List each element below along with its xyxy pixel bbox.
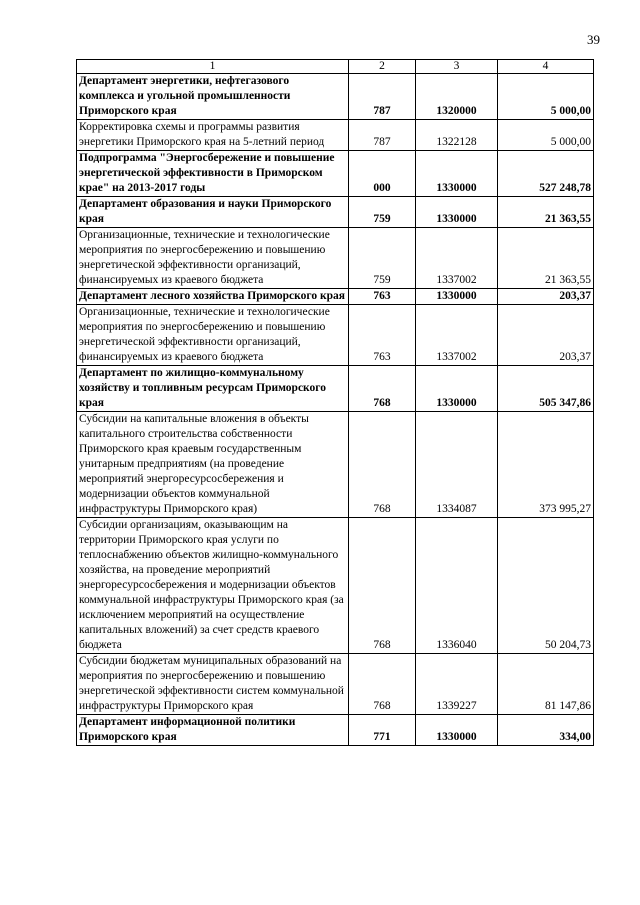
row-target-cell: 1330000	[416, 151, 498, 197]
row-target-cell: 1334087	[416, 412, 498, 518]
row-amount-cell: 21 363,55	[498, 197, 594, 228]
row-name-cell: Департамент энергетики, нефтегазового комплекса и угольной промышленности Приморского края	[77, 74, 349, 120]
header-col-1: 1	[77, 60, 349, 74]
row-code-cell: 787	[349, 120, 416, 151]
header-col-4: 4	[498, 60, 594, 74]
row-amount-cell: 5 000,00	[498, 74, 594, 120]
table-row	[77, 715, 594, 746]
row-target-cell: 1336040	[416, 518, 498, 654]
row-target-cell: 1322128	[416, 120, 498, 151]
table-row	[77, 305, 594, 366]
row-code-cell: 759	[349, 197, 416, 228]
budget-table	[76, 59, 594, 746]
row-code-cell: 768	[349, 366, 416, 412]
row-amount-cell: 21 363,55	[498, 228, 594, 289]
table-row	[77, 197, 594, 228]
row-amount-cell: 203,37	[498, 305, 594, 366]
row-name-cell: Субсидии бюджетам муниципальных образований на мероприятия по энергосбережению и повышению энергетической эффективности систем коммунальной инфраструктуры Приморского края	[77, 654, 349, 715]
row-target-cell: 1330000	[416, 197, 498, 228]
row-amount-cell: 334,00	[498, 715, 594, 746]
row-name-cell: Подпрограмма "Энергосбережение и повышение энергетической эффективности в Приморском крае" на 2013-2017 годы	[77, 151, 349, 197]
table-row	[77, 366, 594, 412]
table-row	[77, 654, 594, 715]
table-row	[77, 518, 594, 654]
row-amount-cell: 527 248,78	[498, 151, 594, 197]
row-target-cell: 1339227	[416, 654, 498, 715]
row-target-cell: 1337002	[416, 228, 498, 289]
row-code-cell: 771	[349, 715, 416, 746]
row-amount-cell: 50 204,73	[498, 518, 594, 654]
header-col-3: 3	[416, 60, 498, 74]
row-name-cell: Департамент лесного хозяйства Приморского края	[77, 289, 349, 305]
row-code-cell: 763	[349, 289, 416, 305]
row-amount-cell: 505 347,86	[498, 366, 594, 412]
row-code-cell: 768	[349, 654, 416, 715]
row-name-cell: Корректировка схемы и программы развития энергетики Приморского края на 5-летний период	[77, 120, 349, 151]
row-code-cell: 000	[349, 151, 416, 197]
row-target-cell: 1337002	[416, 305, 498, 366]
table-row	[77, 289, 594, 305]
row-amount-cell: 81 147,86	[498, 654, 594, 715]
row-code-cell: 768	[349, 518, 416, 654]
page-number: 39	[587, 32, 600, 47]
table-row	[77, 228, 594, 289]
row-target-cell: 1330000	[416, 715, 498, 746]
table-row	[77, 120, 594, 151]
row-name-cell: Департамент образования и науки Приморского края	[77, 197, 349, 228]
row-name-cell: Департамент по жилищно-коммунальному хозяйству и топливным ресурсам Приморского края	[77, 366, 349, 412]
row-name-cell: Субсидии на капитальные вложения в объекты капитального строительства собственности Приморского края краевым государственным унитарным предприятиям (на проведение мероприятий энергоресурсосбережения и модернизации объектов коммунальной инфраструктуры Приморского края)	[77, 412, 349, 518]
row-amount-cell: 5 000,00	[498, 120, 594, 151]
row-target-cell: 1330000	[416, 289, 498, 305]
row-amount-cell: 203,37	[498, 289, 594, 305]
row-target-cell: 1330000	[416, 366, 498, 412]
row-code-cell: 763	[349, 305, 416, 366]
table-row	[77, 74, 594, 120]
row-name-cell: Департамент информационной политики Приморского края	[77, 715, 349, 746]
table-row	[77, 151, 594, 197]
header-col-2: 2	[349, 60, 416, 74]
table-header-row	[77, 60, 594, 74]
row-code-cell: 759	[349, 228, 416, 289]
row-target-cell: 1320000	[416, 74, 498, 120]
row-code-cell: 787	[349, 74, 416, 120]
row-name-cell: Организационные, технические и технологические мероприятия по энергосбережению и повышению энергетической эффективности организаций, финансируемых из краевого бюджета	[77, 305, 349, 366]
row-name-cell: Субсидии организациям, оказывающим на территории Приморского края услуги по теплоснабжению объектов жилищно-коммунального хозяйства, на проведение мероприятий энергоресурсосбережения и модернизации объектов коммунальной инфраструктуры Приморского края (за исключением мероприятий на осуществление капитальных вложений) за счет средств краевого бюджета	[77, 518, 349, 654]
row-name-cell: Организационные, технические и технологические мероприятия по энергосбережению и повышению энергетической эффективности организаций, финансируемых из краевого бюджета	[77, 228, 349, 289]
row-code-cell: 768	[349, 412, 416, 518]
table-row	[77, 412, 594, 518]
row-amount-cell: 373 995,27	[498, 412, 594, 518]
